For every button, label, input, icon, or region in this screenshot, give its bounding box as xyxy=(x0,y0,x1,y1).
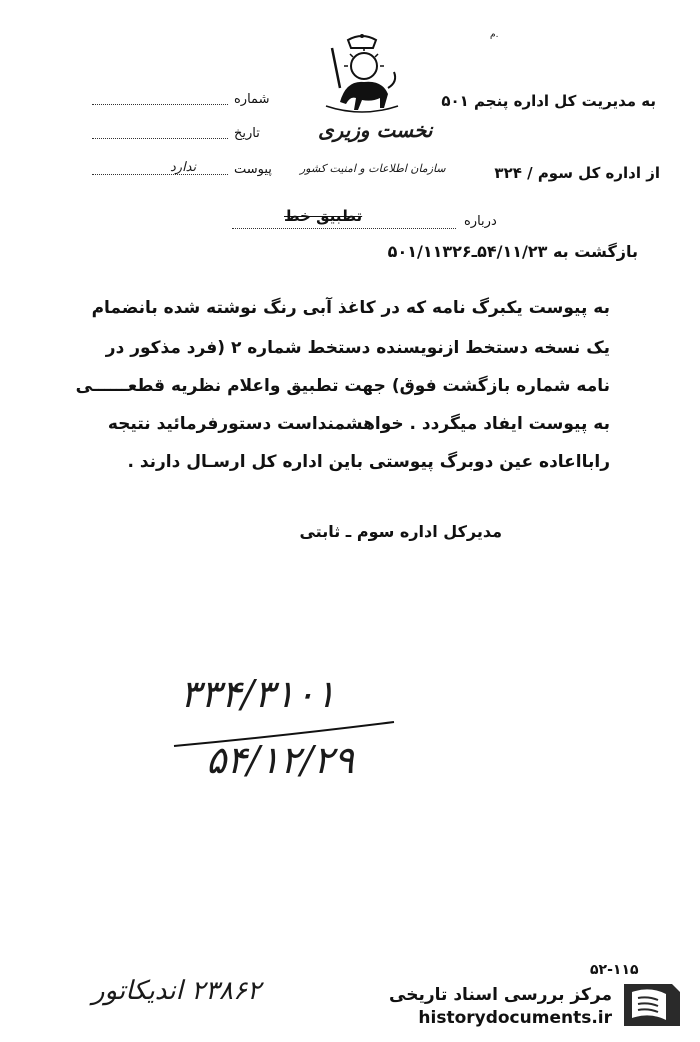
attachment-dotted-line xyxy=(92,174,228,175)
number-label: شماره xyxy=(234,92,270,107)
lion-and-sun-emblem xyxy=(318,32,406,118)
reference-line: بازگشت به ۵۴/۱۱/۲۳ـ۵۰۱/۱۱۳۲۶ xyxy=(387,242,638,261)
date-dotted-line xyxy=(92,138,228,139)
archive-logo-icon xyxy=(620,978,684,1030)
attachment-value: ندارد xyxy=(170,160,197,175)
body-line: رابااعاده عین دوبرگ پیوستی باین اداره کل ارسـال دارند . xyxy=(127,452,610,472)
signature: مدیرکل اداره سوم ـ ثابتی xyxy=(299,522,502,541)
office-title: نخست وزیری xyxy=(318,118,433,142)
archive-url[interactable]: historydocuments.ir xyxy=(418,1008,612,1028)
top-mark: م. xyxy=(490,30,499,40)
from-office-line: از اداره کل سوم / ۳۲۴ xyxy=(494,164,660,182)
recipient-line: به مدیریت کل اداره پنجم ۵۰۱ xyxy=(441,92,656,110)
page-code: ۵۲-۱۱۵ xyxy=(590,962,639,978)
body-line: به پیوست یکبرگ نامه که در کاغذ آبی رنگ نوشته شده بانضمام xyxy=(91,298,610,318)
body-line: نامه شماره بازگشت فوق) جهت تطبیق واعلام نظریه قطعــــــی xyxy=(75,376,610,396)
office-subtitle: سازمان اطلاعات و امنیت کشور xyxy=(300,162,446,175)
archive-title: مرکز بررسی اسناد تاریخی xyxy=(389,985,612,1005)
handwritten-number: ۳۳۴/۳۱۰۱ xyxy=(180,672,336,716)
subject-label: درباره xyxy=(464,214,497,229)
bottom-handwritten-note: ۲۳۸۶۲ اندیکاتور xyxy=(92,976,261,1006)
body-line: به پیوست ایفاد میگردد . خواهشمنداست دستورفرمائید نتیجه xyxy=(107,414,610,434)
date-label: تاریخ xyxy=(234,126,260,141)
attachment-label: پیوست xyxy=(234,162,272,177)
body-line: یک نسخه دستخط ازنویسنده دستخط شماره ۲ (فرد مذکور در xyxy=(105,338,610,358)
subject-value: تطبیق خط xyxy=(284,207,363,225)
subject-dotted-line xyxy=(232,228,456,229)
number-dotted-line xyxy=(92,104,228,105)
handwritten-date: ۵۴/۱۲/۲۹ xyxy=(206,738,355,782)
